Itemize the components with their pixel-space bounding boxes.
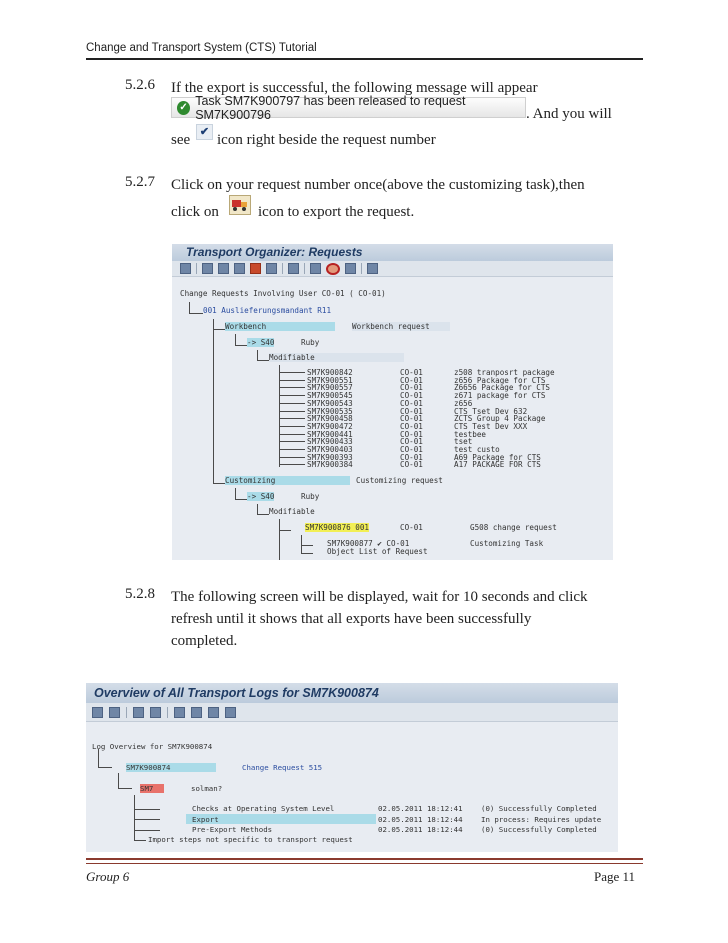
step-526-see: see [171, 132, 191, 148]
wb-request-desc: A17 PACKAGE FOR CTS [454, 460, 541, 470]
tree-wb-target-name: Ruby [301, 338, 320, 347]
cu-task-desc: Customizing Task [470, 539, 544, 548]
released-checkmark-icon: ✔ [196, 124, 213, 140]
wb-request-desc: ZCTS Group 4 Package [454, 414, 546, 424]
wb-request-id[interactable]: SM7K900557 [307, 383, 353, 393]
log-step-timestamp: 02.05.2011 18:12:44 [378, 814, 463, 824]
wb-request-desc: testbee [454, 429, 487, 439]
wb-request-id[interactable]: SM7K900433 [307, 437, 353, 447]
wb-request-user: CO-01 [400, 437, 423, 447]
export-truck-circled-icon[interactable] [326, 263, 340, 275]
status-message-bar [171, 93, 526, 122]
log-step-status: (0) Successfully Completed [481, 804, 597, 813]
refresh-icon[interactable] [180, 263, 191, 274]
wb-request-user: CO-01 [400, 460, 423, 470]
log-step-name[interactable]: Checks at Operating System Level [192, 804, 335, 813]
cu-task-id[interactable]: SM7K900877 ✔ CO-01 [327, 539, 410, 548]
wb-request-id[interactable]: SM7K900472 [307, 421, 353, 431]
lock-icon[interactable] [288, 263, 299, 274]
log-step-name[interactable]: Export [192, 814, 219, 824]
step-526-line1: If the export is successful, the following message will appear [171, 80, 538, 96]
footer-page-number: Page 11 [594, 869, 636, 884]
step-527-click-on: click on [171, 204, 219, 220]
wb-request-desc: CTS Test Dev XXX [454, 421, 528, 431]
log-system-desc: solman? [191, 784, 223, 793]
cu-request-user: CO-01 [400, 523, 423, 532]
tree-cu-modifiable[interactable]: Modifiable [269, 507, 315, 516]
log-system-node[interactable]: SM7 [140, 784, 164, 793]
transport-logs-window [86, 683, 618, 852]
log-request-desc: Change Request 515 [242, 763, 323, 772]
log-step-status: In process: Requires update [481, 814, 602, 824]
wb-request-user: CO-01 [400, 368, 423, 377]
wb-request-user: CO-01 [400, 406, 423, 416]
selected-customizing-request[interactable]: SM7K900876 001 [305, 523, 370, 532]
wb-request-desc: A69 Package for CTS [454, 452, 541, 462]
wb-request-id[interactable]: SM7K900842 [307, 368, 353, 377]
step-number-528: 5.2.8 [125, 586, 155, 602]
wb-request-id[interactable]: SM7K900403 [307, 445, 353, 454]
wb-request-user: CO-01 [400, 452, 423, 462]
wb-request-id[interactable]: SM7K900393 [307, 452, 353, 462]
wb-request-id[interactable]: SM7K900441 [307, 429, 353, 439]
display-change-icon[interactable] [218, 263, 229, 274]
tree-wb-modifiable[interactable]: Modifiable [269, 353, 404, 362]
log-request-node[interactable]: SM7K900874 [126, 763, 216, 772]
wb-request-desc: z656 Package for CTS [454, 375, 546, 385]
step-528-line3: completed. [171, 633, 238, 649]
wb-request-id[interactable]: SM7K900543 [307, 398, 353, 408]
expand-icon[interactable] [109, 707, 120, 718]
log-root: Log Overview for SM7K900874 [92, 742, 213, 751]
wb-request-user: CO-01 [400, 414, 423, 424]
log-step-name[interactable]: Pre-Export Methods [192, 825, 273, 834]
wb-request-user: CO-01 [400, 383, 423, 393]
wb-request-desc: CTS Tset Dev 632 [454, 406, 528, 416]
header-rule [86, 58, 643, 60]
refresh-icon[interactable] [92, 707, 103, 718]
wb-request-user: CO-01 [400, 421, 423, 431]
export-truck-icon [229, 195, 251, 215]
logs-toolbar [86, 703, 618, 722]
wb-request-id[interactable]: SM7K900545 [307, 391, 353, 401]
print-icon[interactable] [225, 707, 236, 718]
document-header-title: Change and Transport System (CTS) Tutorial [86, 42, 317, 54]
logs-window-title: Overview of All Transport Logs for SM7K900874 [86, 683, 618, 703]
edit-icon[interactable] [150, 707, 161, 718]
window-title: Transport Organizer: Requests [172, 244, 613, 261]
transport-logs-icon[interactable] [345, 263, 356, 274]
wb-request-id[interactable]: SM7K900535 [307, 406, 353, 416]
footer-rule-thick [86, 858, 643, 860]
status-message-text: Task SM7K900797 has been released to request SM7K900796 [195, 93, 466, 122]
wb-request-desc: z656 [454, 398, 473, 408]
log-import-steps[interactable]: Import steps not specific to transport request [148, 835, 353, 844]
log-step-timestamp: 02.05.2011 18:12:41 [378, 804, 463, 813]
step-526-line3-tail: icon right beside the request number [217, 132, 436, 148]
delete-icon[interactable] [266, 263, 277, 274]
tree-wb-target-node[interactable]: -> S40 [247, 338, 275, 347]
wb-request-desc: Z6656 Package for CTS [454, 383, 551, 393]
wb-request-user: CO-01 [400, 398, 423, 408]
tree-workbench-desc: Workbench request [352, 322, 450, 331]
cu-request-desc: G508 change request [470, 523, 557, 532]
settings-icon[interactable] [191, 707, 202, 718]
wb-request-user: CO-01 [400, 391, 423, 401]
footer-group: Group 6 [86, 869, 130, 884]
tree-workbench-node[interactable]: Workbench [225, 322, 335, 331]
display-icon[interactable] [133, 707, 144, 718]
print-icon[interactable] [367, 263, 378, 274]
tree-customizing-node[interactable]: Customizing [225, 476, 350, 485]
cu-object-list[interactable]: Object List of Request [327, 547, 428, 556]
step-527-line1: Click on your request number once(above the customizing task),then [171, 177, 585, 193]
wb-request-desc: z671 package for CTS [454, 391, 546, 401]
tree-cu-target-name: Ruby [301, 492, 320, 501]
step-number-527: 5.2.7 [125, 174, 155, 190]
wb-request-desc: test custo [454, 445, 500, 454]
footer-rule-thin [86, 863, 643, 864]
filter-icon[interactable] [174, 707, 185, 718]
step-number-526: 5.2.6 [125, 77, 155, 93]
success-check-icon: ✓ [177, 101, 190, 115]
create-icon[interactable] [202, 263, 213, 274]
step-528-line1: The following screen will be displayed, wait for 10 seconds and click [171, 589, 588, 605]
step-526-line2-tail: . And you will [526, 106, 612, 122]
tree-root: Change Requests Involving User CO-01 ( CO-01) [180, 289, 386, 298]
step-528-line2: refresh until it shows that all exports have been successfully [171, 611, 532, 627]
log-step-timestamp: 02.05.2011 18:12:44 [378, 825, 463, 834]
wb-request-id[interactable]: SM7K900458 [307, 414, 353, 424]
wb-request-user: CO-01 [400, 429, 423, 439]
transport-organizer-window [172, 244, 613, 560]
tree-cu-target-node[interactable]: -> S40 [247, 492, 275, 501]
wb-request-user: CO-01 [400, 375, 423, 385]
check-objects-icon[interactable] [234, 263, 245, 274]
wb-request-desc: tset [454, 437, 473, 447]
wb-request-id[interactable]: SM7K900384 [307, 460, 353, 470]
tree-customizing-desc: Customizing request [356, 476, 443, 485]
wb-request-user: CO-01 [400, 445, 423, 454]
application-toolbar [172, 261, 613, 277]
wb-request-desc: z508 tranposrt package [454, 368, 555, 377]
log-step-status: (0) Successfully Completed [481, 825, 597, 834]
step-527-line2-tail: icon to export the request. [258, 204, 415, 220]
merge-icon[interactable] [310, 263, 321, 274]
wb-request-id[interactable]: SM7K900551 [307, 375, 353, 385]
tree-client-node[interactable]: 001 Auslieferungsmandant R11 [203, 306, 332, 315]
release-icon[interactable] [250, 263, 261, 274]
save-icon[interactable] [208, 707, 219, 718]
